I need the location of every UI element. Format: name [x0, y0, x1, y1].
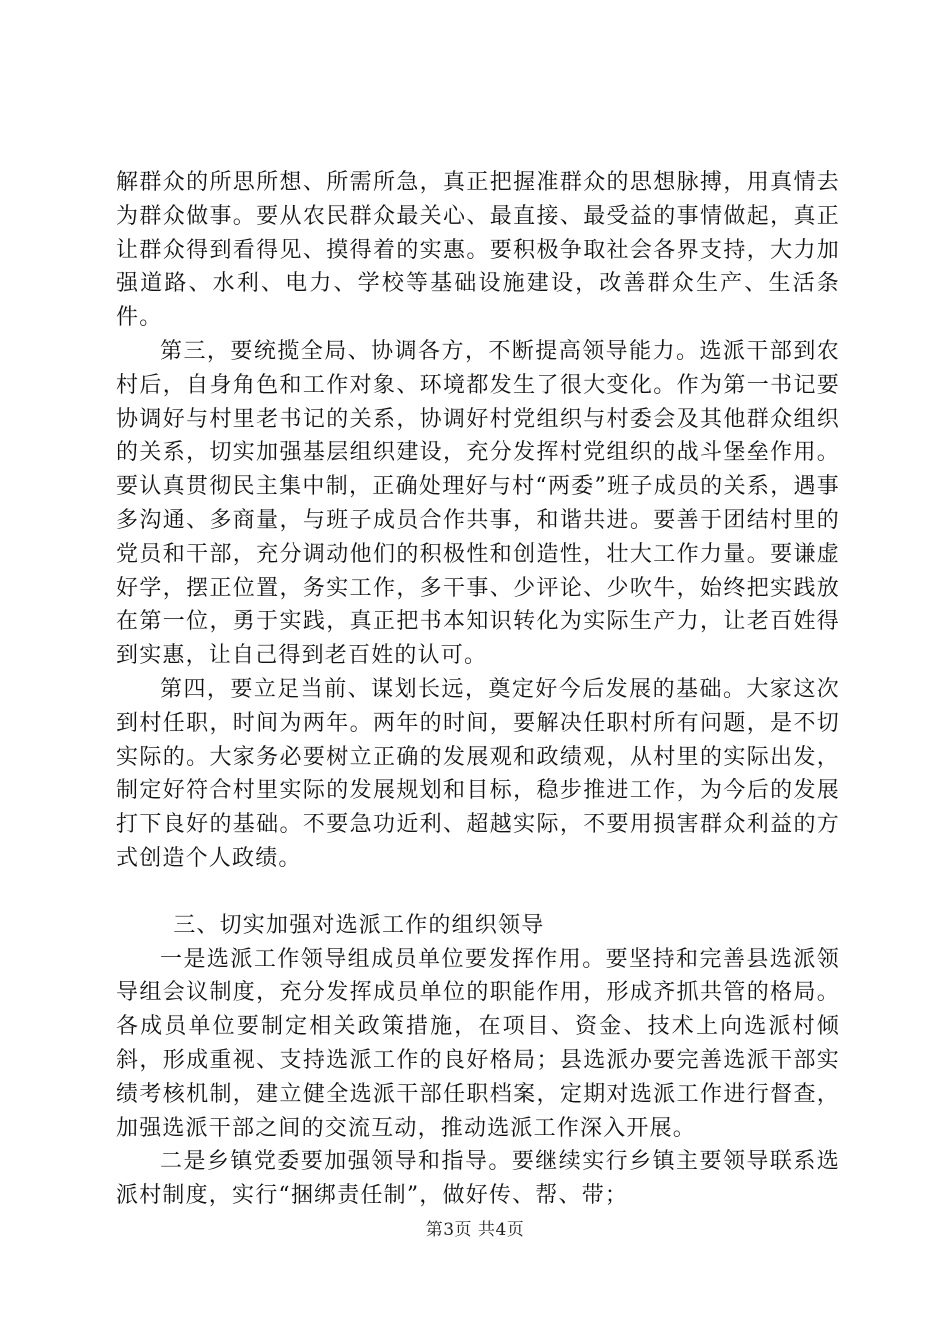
- paragraph-third-point: 第三，要统揽全局、协调各方，不断提高领导能力。选派干部到农村后，自身角色和工作对象、环境都发生了很大变化。作为第一书记要协调好与村里老书记的关系，协调好村党组织与村委会及其他群众组织的关系，切实加强基层组织建设，充分发挥村党组织的战斗堡垒作用。要认真贯彻民主集中制，正确处理好与村“两委”班子成员的关系，遇事多沟通、多商量，与班子成员合作共事，和谐共进。要善于团结村里的党员和干部，充分调动他们的积极性和创造性，壮大工作力量。要谦虚好学，摆正位置，务实工作，多干事、少评论、少吹牛，始终把实践放在第一位，勇于实践，真正把书本知识转化为实际生产力，让老百姓得到实惠，让自己得到老百姓的认可。: [116, 338, 840, 669]
- section-spacer: [116, 876, 840, 909]
- paragraph-second-measure: 二是乡镇党委要加强领导和指导。要继续实行乡镇主要领导联系选派村制度，实行“捆绑责任制”，做好传、帮、带；: [116, 1149, 840, 1209]
- paragraph-fourth-point: 第四，要立足当前、谋划长远，奠定好今后发展的基础。大家这次到村任职，时间为两年。两年的时间，要解决任职村所有问题，是不切实际的。大家务必要树立正确的发展观和政绩观，从村里的实际出发，制定好符合村里实际的发展规划和目标，稳步推进工作，为今后的发展打下良好的基础。不要急功近利、超越实际，不要用损害群众利益的方式创造个人政绩。: [116, 676, 840, 871]
- document-body: [116, 166, 840, 1213]
- paragraph-first-measure: 一是选派工作领导组成员单位要发挥作用。要坚持和完善县选派领导组会议制度，充分发挥成员单位的职能作用，形成齐抓共管的格局。各成员单位要制定相关政策措施，在项目、资金、技术上向选派村倾斜，形成重视、支持选派工作的良好格局；县选派办要完善选派干部实绩考核机制，建立健全选派干部任职档案，定期对选派工作进行督查，加强选派干部之间的交流互动，推动选派工作深入开展。: [116, 946, 840, 1141]
- page-number-footer: 第3页 共4页: [425, 1220, 525, 1240]
- paragraph-continuation: 解群众的所思所想、所需所急，真正把握准群众的思想脉搏，用真情去为群众做事。要从农民群众最关心、最直接、最受益的事情做起，真正让群众得到看得见、摸得着的实惠。要积极争取社会各界支持，大力加强道路、水利、电力、学校等基础设施建设，改善群众生产、生活条件。: [116, 170, 840, 331]
- section-heading: 三、切实加强对选派工作的组织领导: [173, 912, 545, 938]
